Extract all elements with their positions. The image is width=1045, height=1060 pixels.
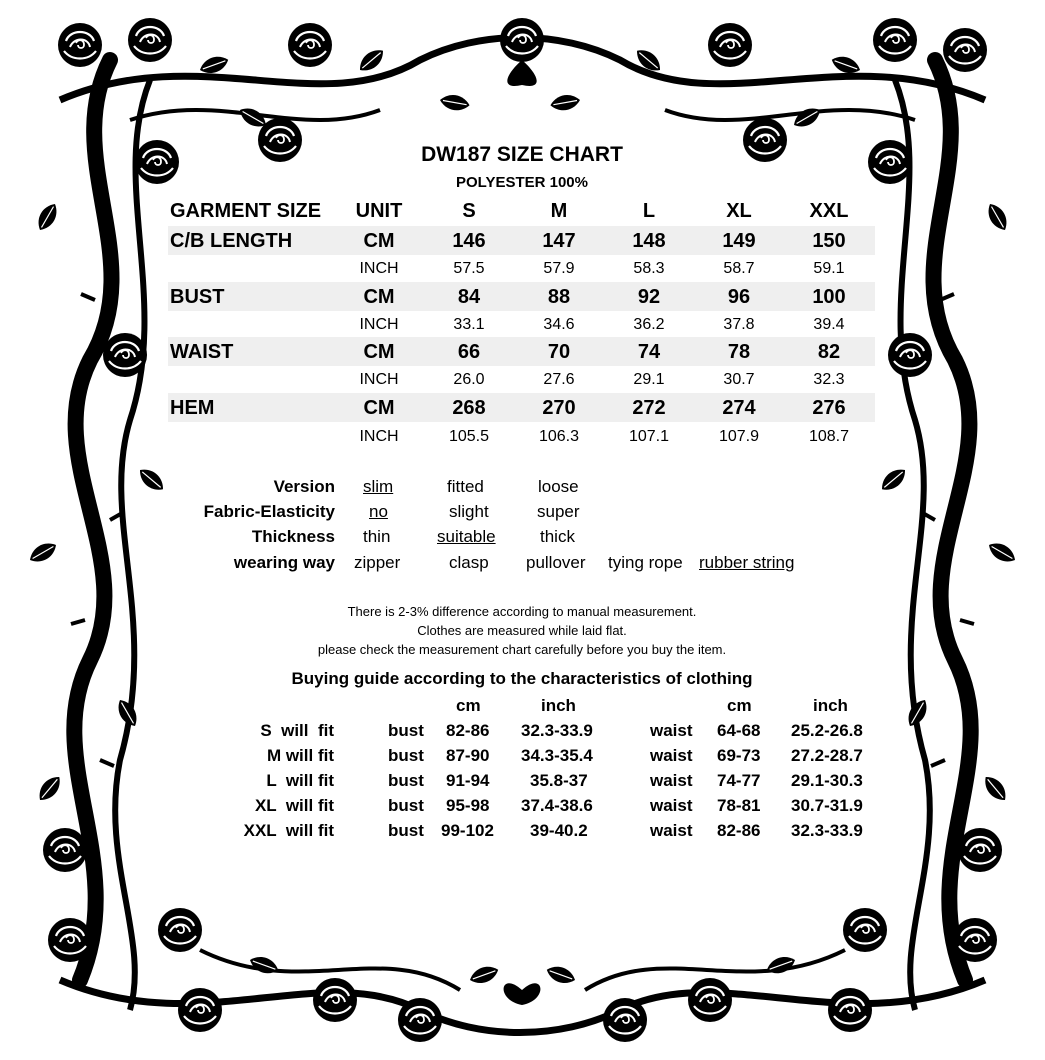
header-size-xxl: XXL	[809, 200, 849, 222]
attr-thickness-thin: thin	[363, 527, 391, 546]
attr-label-thickness: Thickness	[251, 527, 335, 546]
hem-cm-xl: 274	[722, 397, 756, 419]
material-subtitle: POLYESTER 100%	[455, 174, 588, 191]
guide-bust-label: bust	[388, 771, 424, 790]
guide-fit-m: M will fit	[266, 746, 334, 765]
guide-waist-cm-xl: 78-81	[717, 796, 761, 815]
cb-length-inch-s: 57.5	[453, 260, 485, 277]
waist-cm-l: 74	[637, 341, 661, 363]
guide-waist-cm-l: 74-77	[717, 771, 761, 790]
bust-cm-xxl: 100	[812, 286, 846, 308]
unit-inch: INCH	[359, 428, 399, 445]
attr-version-slim: slim	[363, 477, 394, 496]
waist-cm-xxl: 82	[817, 341, 841, 363]
chart-title: DW187 SIZE CHART	[421, 143, 623, 166]
guide-bust-cm-xxl: 99-102	[441, 821, 494, 840]
bust-cm-l: 92	[637, 286, 661, 308]
guide-bust-inch-m: 34.3-35.4	[521, 746, 593, 765]
guide-waist-inch-l: 29.1-30.3	[791, 771, 863, 790]
guide-waist-inch-m: 27.2-28.7	[791, 746, 863, 765]
guide-bust-cm-l: 91-94	[446, 771, 490, 790]
row-name-bust: BUST	[170, 286, 225, 308]
attr-elasticity-slight: slight	[449, 502, 489, 521]
cb-length-cm-m: 147	[542, 230, 576, 252]
hem-inch-s: 105.5	[448, 428, 490, 445]
unit-cm: CM	[363, 397, 395, 419]
note-measurement-difference: There is 2-3% difference according to manual measurement.	[347, 604, 697, 619]
cb-length-inch-xxl: 59.1	[813, 260, 845, 277]
guide-waist-inch-s: 25.2-26.8	[791, 721, 863, 740]
attr-label-wearing-way: wearing way	[233, 553, 335, 572]
cb-length-inch-m: 57.9	[543, 260, 575, 277]
guide-bust-inch-l: 35.8-37	[530, 771, 588, 790]
waist-inch-m: 27.6	[543, 371, 575, 388]
note-laid-flat: Clothes are measured while laid flat.	[417, 623, 627, 638]
hem-inch-xxl: 108.7	[808, 428, 850, 445]
unit-inch: INCH	[359, 371, 399, 388]
attr-wearing-rubber-string: rubber string	[699, 553, 795, 572]
guide-bust-inch-xl: 37.4-38.6	[521, 796, 593, 815]
waist-cm-s: 66	[457, 341, 481, 363]
waist-cm-m: 70	[547, 341, 571, 363]
guide-waist-cm-m: 69-73	[717, 746, 761, 765]
header-size-s: S	[462, 200, 476, 222]
hem-inch-xl: 107.9	[718, 428, 760, 445]
cb-length-inch-xl: 58.7	[723, 260, 755, 277]
guide-bust-cm-xl: 95-98	[446, 796, 490, 815]
hem-inch-l: 107.1	[628, 428, 670, 445]
guide-waist-label: waist	[650, 821, 693, 840]
unit-inch: INCH	[359, 260, 399, 277]
row-name-hem: HEM	[170, 397, 215, 419]
note-check-chart: please check the measurement chart carefully before you buy the item.	[317, 642, 727, 657]
guide-bust-label: bust	[388, 821, 424, 840]
hem-cm-m: 270	[542, 397, 576, 419]
waist-inch-xxl: 32.3	[813, 371, 845, 388]
hem-inch-m: 106.3	[538, 428, 580, 445]
guide-waist-cm-s: 64-68	[717, 721, 761, 740]
cb-length-cm-xl: 149	[722, 230, 756, 252]
guide-fit-s: S will fit	[260, 721, 334, 740]
hem-cm-s: 268	[452, 397, 486, 419]
guide-waist-label: waist	[650, 771, 693, 790]
waist-cm-xl: 78	[727, 341, 751, 363]
guide-waist-label: waist	[650, 746, 693, 765]
guide-bust-label: bust	[388, 796, 424, 815]
guide-waist-inch-xxl: 32.3-33.9	[791, 821, 863, 840]
bust-inch-xxl: 39.4	[813, 316, 845, 333]
guide-fit-l: L will fit	[266, 771, 334, 790]
bust-cm-xl: 96	[727, 286, 751, 308]
cb-length-cm-xxl: 150	[812, 230, 846, 252]
attr-wearing-zipper: zipper	[354, 553, 401, 572]
attr-version-loose: loose	[538, 477, 579, 496]
guide-bust-cm-header: cm	[456, 696, 481, 715]
bust-inch-m: 34.6	[543, 316, 575, 333]
buying-guide-title: Buying guide according to the characteristics of clothing	[291, 669, 753, 688]
guide-bust-label: bust	[388, 746, 424, 765]
attr-elasticity-no: no	[369, 502, 388, 521]
waist-inch-xl: 30.7	[723, 371, 755, 388]
guide-waist-label: waist	[650, 721, 693, 740]
bust-inch-s: 33.1	[453, 316, 485, 333]
guide-bust-inch-header: inch	[541, 696, 576, 715]
row-name-cb-length: C/B LENGTH	[170, 230, 293, 252]
guide-bust-label: bust	[388, 721, 424, 740]
bust-cm-s: 84	[457, 286, 481, 308]
waist-inch-s: 26.0	[453, 371, 485, 388]
header-size-l: L	[642, 200, 656, 222]
guide-waist-cm-header: cm	[727, 696, 752, 715]
attr-label-fabric-elasticity: Fabric-Elasticity	[203, 502, 335, 521]
row-name-waist: WAIST	[170, 341, 234, 363]
header-size-xl: XL	[726, 200, 752, 222]
guide-bust-cm-s: 82-86	[446, 721, 490, 740]
guide-waist-label: waist	[650, 796, 693, 815]
bust-inch-l: 36.2	[633, 316, 665, 333]
guide-bust-cm-m: 87-90	[446, 746, 490, 765]
hem-cm-l: 272	[632, 397, 666, 419]
attr-elasticity-super: super	[537, 502, 580, 521]
guide-bust-inch-s: 32.3-33.9	[521, 721, 593, 740]
attr-thickness-thick: thick	[540, 527, 575, 546]
guide-waist-inch-header: inch	[813, 696, 848, 715]
header-garment-size: GARMENT SIZE	[170, 200, 322, 222]
cb-length-inch-l: 58.3	[633, 260, 665, 277]
attr-version-fitted: fitted	[447, 477, 484, 496]
guide-waist-inch-xl: 30.7-31.9	[791, 796, 863, 815]
guide-fit-xxl: XXL will fit	[243, 821, 334, 840]
bust-inch-xl: 37.8	[723, 316, 755, 333]
attr-wearing-tying-rope: tying rope	[608, 553, 683, 572]
cb-length-cm-l: 148	[632, 230, 666, 252]
guide-waist-cm-xxl: 82-86	[717, 821, 761, 840]
guide-fit-xl: XL will fit	[254, 796, 334, 815]
unit-cm: CM	[363, 286, 395, 308]
guide-bust-inch-xxl: 39-40.2	[530, 821, 588, 840]
waist-inch-l: 29.1	[633, 371, 665, 388]
unit-cm: CM	[363, 230, 395, 252]
unit-inch: INCH	[359, 316, 399, 333]
attr-wearing-pullover: pullover	[526, 553, 586, 572]
bust-cm-m: 88	[547, 286, 571, 308]
header-size-m: M	[550, 200, 568, 222]
attr-label-version: Version	[273, 477, 335, 496]
attr-thickness-suitable: suitable	[437, 527, 496, 546]
header-unit: UNIT	[355, 200, 403, 222]
attr-wearing-clasp: clasp	[449, 553, 489, 572]
hem-cm-xxl: 276	[812, 397, 846, 419]
cb-length-cm-s: 146	[452, 230, 486, 252]
unit-cm: CM	[363, 341, 395, 363]
